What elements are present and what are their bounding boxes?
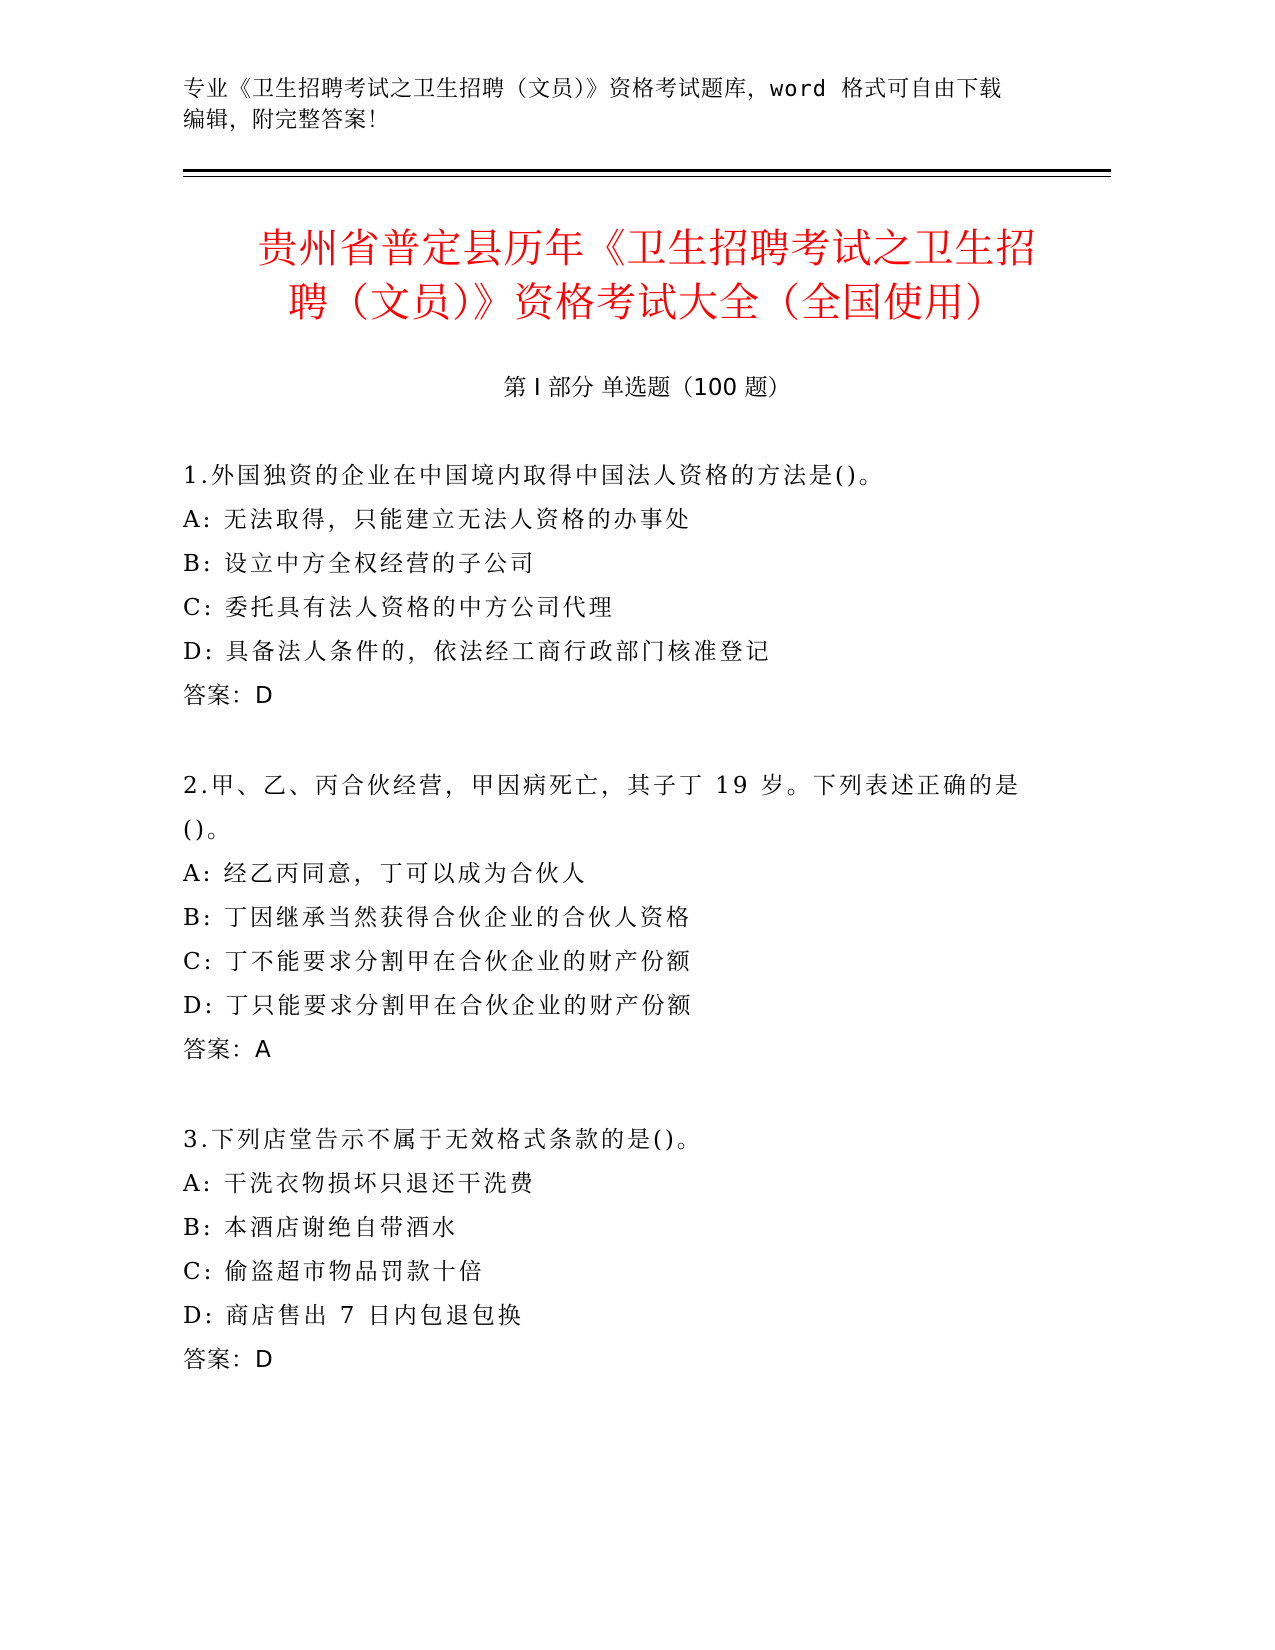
option-b: B: 设立中方全权经营的子公司: [183, 551, 536, 577]
option-d: D: 丁只能要求分割甲在合伙企业的财产份额: [183, 993, 694, 1019]
question-2: [183, 764, 1083, 1072]
header-rule-thick: [183, 169, 1111, 172]
option-a: A: 干洗衣物损坏只退还干洗费: [183, 1171, 536, 1197]
document-title-line-2: 聘（文员）》资格考试大全（全国使用）: [288, 280, 1006, 326]
section-heading: 第 I 部分 单选题（100 题）: [503, 375, 791, 401]
header-note-line-2: 编辑，附完整答案！: [183, 108, 391, 133]
header-rule-thin: [183, 176, 1111, 177]
option-c: C: 委托具有法人资格的中方公司代理: [183, 595, 615, 621]
question-stem: 1.外国独资的企业在中国境内取得中国法人资格的方法是()。: [183, 463, 885, 489]
option-d: D: 具备法人条件的，依法经工商行政部门核准登记: [183, 639, 772, 665]
question-stem: 2.甲、乙、丙合伙经营，甲因病死亡，其子丁 19 岁。下列表述正确的是()。: [183, 773, 1021, 843]
header-note-line-1: 专业《卫生招聘考试之卫生招聘（文员）》资格考试题库，word 格式可自由下载: [183, 77, 1003, 102]
question-list: [183, 454, 1083, 1428]
option-a: A: 无法取得，只能建立无法人资格的办事处: [183, 507, 692, 533]
option-b: B: 丁因继承当然获得合伙企业的合伙人资格: [183, 905, 692, 931]
question-stem: 3.下列店堂告示不属于无效格式条款的是()。: [183, 1127, 703, 1153]
option-c: C: 偷盗超市物品罚款十倍: [183, 1259, 485, 1285]
header-note: [183, 74, 1083, 136]
option-c: C: 丁不能要求分割甲在合伙企业的财产份额: [183, 949, 693, 975]
question-1: [183, 454, 1083, 718]
answer-label: 答案：A: [183, 1037, 272, 1063]
option-b: B: 本酒店谢绝自带酒水: [183, 1215, 458, 1241]
question-3: [183, 1118, 1083, 1382]
option-a: A: 经乙丙同意，丁可以成为合伙人: [183, 861, 588, 887]
answer-label: 答案：D: [183, 1347, 274, 1373]
answer-label: 答案：D: [183, 683, 274, 709]
document-title: [183, 222, 1111, 330]
document-title-line-1: 贵州省普定县历年《卫生招聘考试之卫生招: [257, 226, 1037, 272]
option-d: D: 商店售出 7 日内包退包换: [183, 1303, 524, 1329]
